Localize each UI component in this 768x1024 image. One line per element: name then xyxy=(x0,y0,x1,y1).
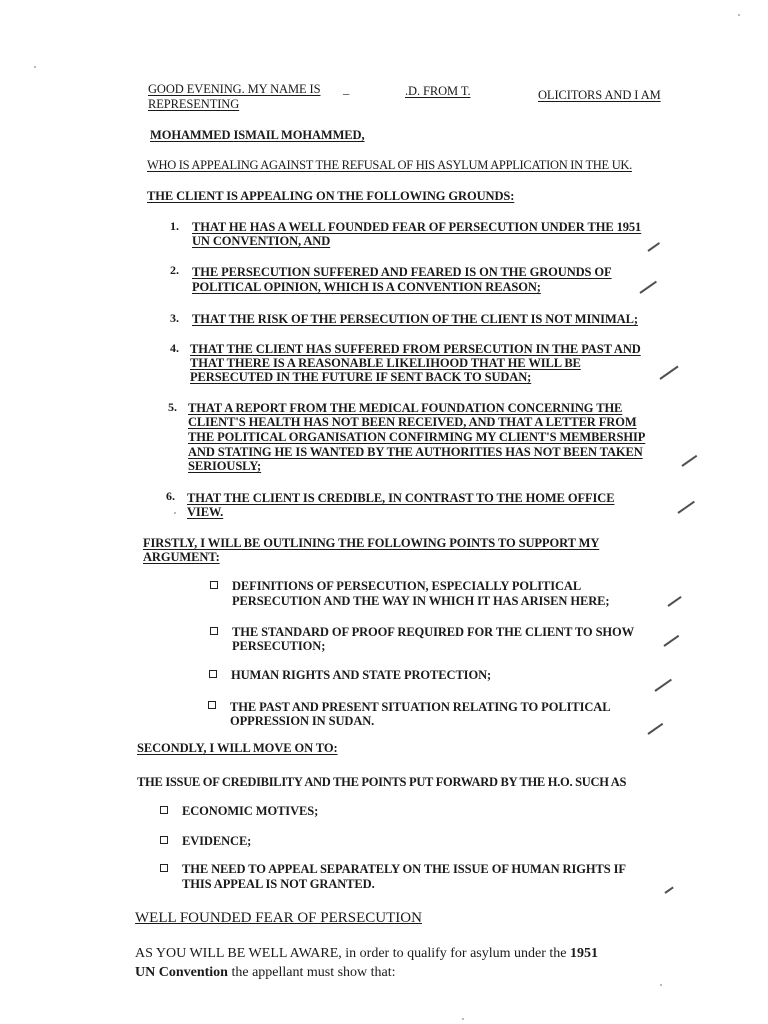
ground-number: 1. xyxy=(170,219,179,233)
scan-speck xyxy=(34,66,36,68)
paragraph-text: in order to qualify for asylum under the xyxy=(341,946,570,961)
point-line: PERSECUTION AND THE WAY IN WHICH IT HAS ARISEN HERE; xyxy=(232,594,610,608)
point-line: OPPRESSION IN SUDAN. xyxy=(230,714,375,728)
scan-speck xyxy=(660,984,662,986)
point-line: ECONOMIC MOTIVES; xyxy=(182,804,319,818)
solicitors-fragment: OLICITORS AND I AM xyxy=(538,88,661,102)
ground-line: THAT THE CLIENT HAS SUFFERED FROM PERSECUTION IN THE PAST AND xyxy=(190,342,641,356)
tick-mark-icon xyxy=(677,501,695,514)
point-line: DEFINITIONS OF PERSECUTION, ESPECIALLY POLITICAL xyxy=(232,579,582,593)
appeal-line: WHO IS APPEALING AGAINST THE REFUSAL OF HIS ASYLUM APPLICATION IN THE UK. xyxy=(147,158,632,172)
ground-number: 3. xyxy=(170,311,179,325)
point-line: THE PAST AND PRESENT SITUATION RELATING TO POLITICAL xyxy=(230,700,611,714)
representing-text: REPRESENTING xyxy=(148,97,240,111)
checkbox-icon xyxy=(210,581,218,589)
section-heading: WELL FOUNDED FEAR OF PERSECUTION xyxy=(135,910,422,926)
tick-mark-icon xyxy=(664,886,673,893)
checkbox-icon xyxy=(210,627,218,635)
paragraph-lead: AS YOU WILL BE WELL AWARE, xyxy=(135,946,342,961)
point-line: THIS APPEAL IS NOT GRANTED. xyxy=(182,877,375,891)
ground-line: THAT A REPORT FROM THE MEDICAL FOUNDATION CONCERNING THE xyxy=(188,401,623,415)
ground-line: THAT HE HAS A WELL FOUNDED FEAR OF PERSECUTION UNDER THE 1951 xyxy=(192,220,642,234)
tick-mark-icon xyxy=(681,455,697,467)
checkbox-icon xyxy=(160,806,168,814)
paragraph-convention: UN Convention xyxy=(135,965,228,980)
secondly-heading: SECONDLY, I WILL MOVE ON TO: xyxy=(137,741,338,755)
ground-number: 6. xyxy=(166,489,175,503)
checkbox-icon xyxy=(160,864,168,872)
tick-mark-icon xyxy=(639,281,657,294)
paragraph-year: 1951 xyxy=(570,946,598,961)
ground-line: AND STATING HE IS WANTED BY THE AUTHORITIES HAS NOT BEEN TAKEN xyxy=(188,445,643,459)
ground-line: THE PERSECUTION SUFFERED AND FEARED IS ON THE GROUNDS OF xyxy=(192,265,612,279)
scan-speck xyxy=(174,512,176,514)
point-line: PERSECUTION; xyxy=(232,639,326,653)
point-line: EVIDENCE; xyxy=(182,834,252,848)
tick-mark-icon xyxy=(667,596,681,607)
scan-speck xyxy=(738,14,740,16)
ground-line: THAT THERE IS A REASONABLE LIKELIHOOD THAT HE WILL BE xyxy=(190,356,581,370)
checkbox-icon xyxy=(208,701,216,709)
firstly-heading: FIRSTLY, I WILL BE OUTLINING THE FOLLOWING POINTS TO SUPPORT MY xyxy=(143,536,600,550)
ground-number: 5. xyxy=(168,400,177,414)
ground-line: PERSECUTED IN THE FUTURE IF SENT BACK TO SUDAN; xyxy=(190,370,532,384)
client-name: MOHAMMED ISMAIL MOHAMMED, xyxy=(150,128,365,142)
checkbox-icon xyxy=(160,836,168,844)
point-line: THE STANDARD OF PROOF REQUIRED FOR THE CLIENT TO SHOW xyxy=(232,625,635,639)
firstly-heading: ARGUMENT: xyxy=(143,550,220,564)
tick-mark-icon xyxy=(654,679,672,692)
point-line: HUMAN RIGHTS AND STATE PROTECTION; xyxy=(231,668,492,682)
ground-line: VIEW. xyxy=(187,505,224,519)
ground-line: THAT THE RISK OF THE PERSECUTION OF THE CLIENT IS NOT MINIMAL; xyxy=(192,312,638,326)
greeting-text: GOOD EVENING. MY NAME IS xyxy=(148,82,321,96)
tick-mark-icon xyxy=(659,366,678,380)
tick-mark-icon xyxy=(647,723,663,735)
point-line: THE NEED TO APPEAL SEPARATELY ON THE ISSUE OF HUMAN RIGHTS IF xyxy=(182,862,626,876)
credibility-issue: THE ISSUE OF CREDIBILITY AND THE POINTS PUT FORWARD BY THE H.O. SUCH AS xyxy=(137,775,627,789)
from-fragment: .D. FROM T. xyxy=(405,84,471,98)
ground-line: POLITICAL OPINION, WHICH IS A CONVENTION REASON; xyxy=(192,280,541,294)
ground-number: 4. xyxy=(170,341,179,355)
ground-line: UN CONVENTION, AND xyxy=(192,234,331,248)
tick-mark-icon xyxy=(663,635,679,647)
ground-line: THAT THE CLIENT IS CREDIBLE, IN CONTRAST TO THE HOME OFFICE xyxy=(187,491,615,505)
ground-line: CLIENT'S HEALTH HAS NOT BEEN RECEIVED, AND THAT A LETTER FROM xyxy=(188,415,637,429)
paragraph-text-end: the appellant must show that: xyxy=(227,965,396,980)
ground-number: 2. xyxy=(170,263,179,277)
grounds-heading: THE CLIENT IS APPEALING ON THE FOLLOWING GROUNDS: xyxy=(147,189,515,203)
name-blank: _ xyxy=(343,82,350,96)
tick-mark-icon xyxy=(647,242,660,252)
ground-line: THE POLITICAL ORGANISATION CONFIRMING MY CLIENT'S MEMBERSHIP xyxy=(188,430,646,444)
checkbox-icon xyxy=(209,670,217,678)
ground-line: SERIOUSLY; xyxy=(188,459,262,473)
section-paragraph xyxy=(135,944,675,982)
scan-speck xyxy=(462,1018,464,1020)
